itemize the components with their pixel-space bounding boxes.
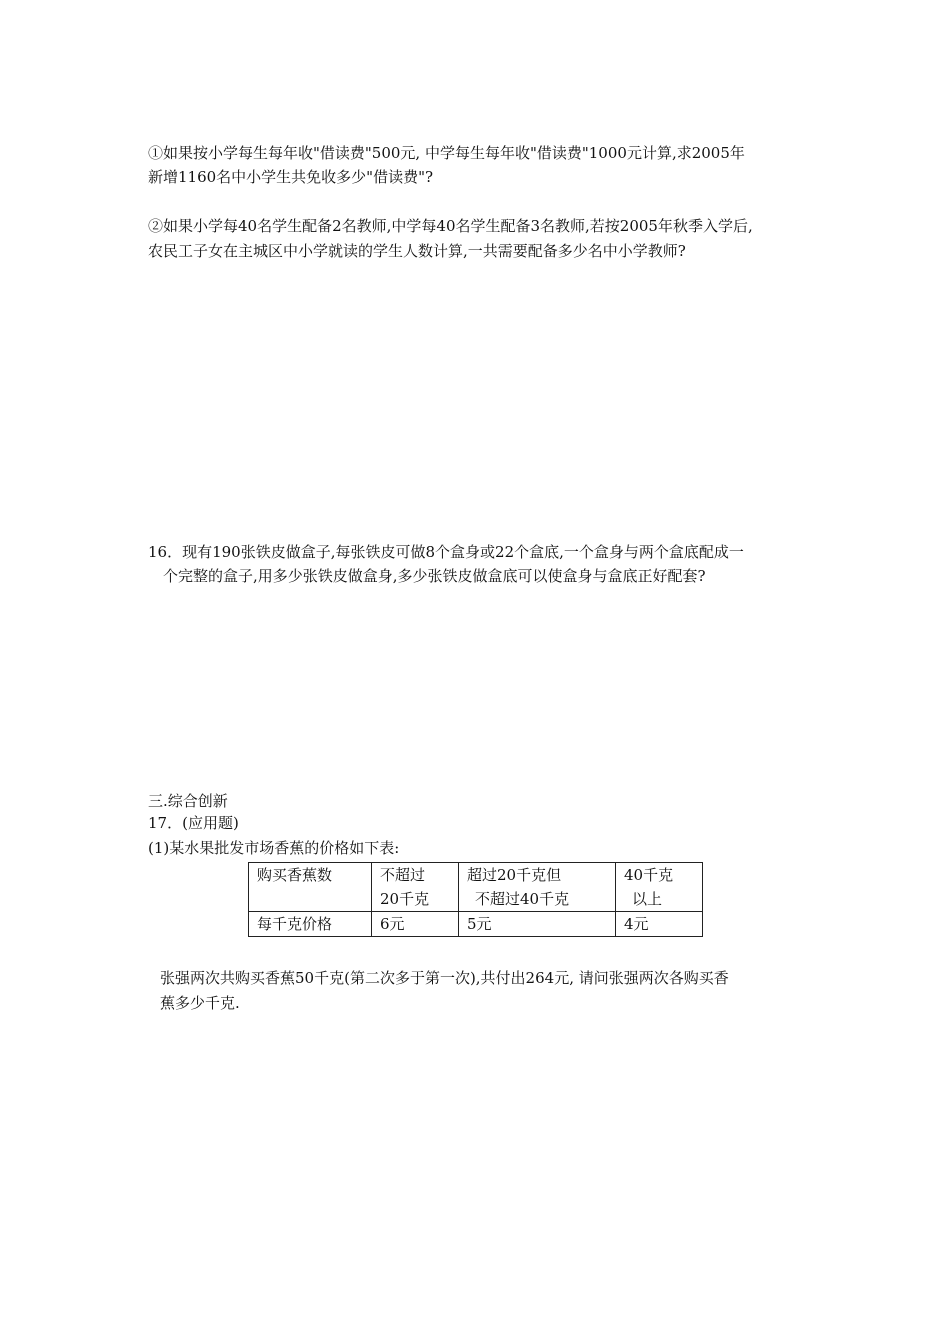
header-tier1-line2: 20千克 xyxy=(380,890,430,908)
price-tier2-text: 5元 xyxy=(467,915,492,933)
section-title: 三.综合创新 xyxy=(148,792,228,810)
q16-line2: 个完整的盒子,用多少张铁皮做盒身,多少张铁皮做盒底可以使盒身与盒底正好配套? xyxy=(163,567,706,585)
price-tier1-text: 6元 xyxy=(380,915,405,933)
header-tier1-line1: 不超过 xyxy=(380,866,426,884)
header-cell-tier3 xyxy=(616,863,703,912)
q15-part1-line1: ①如果按小学每生每年收"借读费"500元, 中学每生每年收"借读费"1000元计算,求2005年 xyxy=(148,144,745,162)
header-tier2-line2: 不超过40千克 xyxy=(475,890,570,908)
header-cell-tier2 xyxy=(459,863,616,912)
row-cell-price-tier1 xyxy=(372,912,459,937)
header-cell-quantity xyxy=(249,863,372,912)
q17-problem-line2: 蕉多少千克. xyxy=(160,994,240,1012)
q17-label: 17．(应用题) xyxy=(148,814,239,832)
q15-part2-line1: ②如果小学每40名学生配备2名教师,中学每40名学生配备3名教师,若按2005年秋季入学后, xyxy=(148,217,753,235)
q16-line1: 16．现有190张铁皮做盒子,每张铁皮可做8个盒身或22个盒底,一个盒身与两个盒底配成一 xyxy=(148,543,744,561)
q15-part1-line2: 新增1160名中小学生共免收多少"借读费"? xyxy=(148,168,434,186)
row-cell-price-tier2 xyxy=(459,912,616,937)
price-table xyxy=(248,862,703,937)
header-tier3-line1: 40千克 xyxy=(624,866,674,884)
q17-problem-line1: 张强两次共购买香蕉50千克(第二次多于第一次),共付出264元, 请问张强两次各购买香 xyxy=(160,969,729,987)
q15-part2-line2: 农民工子女在主城区中小学就读的学生人数计算,一共需要配备多少名中小学教师? xyxy=(148,242,686,260)
table-row xyxy=(249,912,703,937)
header-tier3-line2: 以上 xyxy=(632,890,663,908)
row-cell-price-tier3 xyxy=(616,912,703,937)
header-cell-tier1 xyxy=(372,863,459,912)
q17-part1-intro: (1)某水果批发市场香蕉的价格如下表: xyxy=(148,839,400,857)
table-row xyxy=(249,863,703,912)
header-quantity-text: 购买香蕉数 xyxy=(257,866,333,884)
row-cell-label xyxy=(249,912,372,937)
header-tier2-line1: 超过20千克但 xyxy=(467,866,562,884)
price-tier3-text: 4元 xyxy=(624,915,649,933)
row-label-text: 每千克价格 xyxy=(257,915,333,933)
